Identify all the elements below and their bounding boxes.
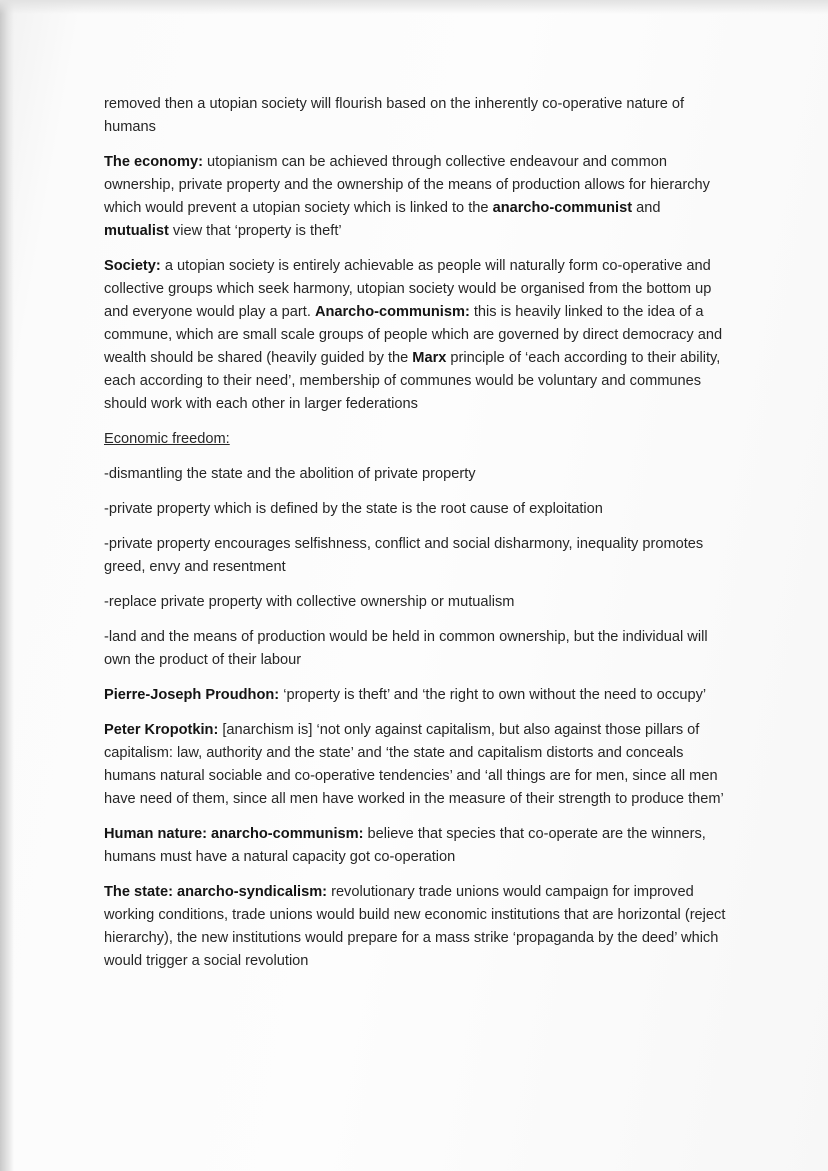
- text-run: a utopian society is entirely achievable as people will naturally form co-operative and collective groups which seek harmony, utopian society would be organised from the bottom up and everyone would play a part.: [104, 258, 712, 320]
- text-run: [anarchism is] ‘not only against capitalism, but also against those pillars of capitalism: law, authority and the state’ and ‘the state and capitalism distorts and conceals humans natural sociable and co-operative tendencies’ and ‘all things are for men, since all men have need of them, since all men have worked in the measure of their strength to produce them’: [104, 722, 724, 807]
- text-run: -dismantling the state and the abolition of private property: [104, 466, 476, 482]
- paragraph-society: [104, 255, 729, 416]
- text-run: and: [632, 200, 661, 216]
- heading-kropotkin: Peter Kropotkin:: [104, 722, 219, 738]
- paragraph-human-nature: [104, 823, 729, 869]
- paragraph-the-state: [104, 881, 729, 973]
- heading-the-state: The state: anarcho-syndicalism:: [104, 884, 328, 900]
- text-run: principle of ‘each according to their ability, each according to their need’, membership of communes would be voluntary and communes should work with each other in larger federations: [104, 350, 721, 412]
- paper-edge-shadow: [0, 0, 14, 1171]
- text-run: -private property encourages selfishness, conflict and social disharmony, inequality promotes greed, envy and resentment: [104, 536, 704, 575]
- heading-human-nature: Human nature: anarcho-communism:: [104, 826, 364, 842]
- text-run: ‘property is theft’ and ‘the right to own without the need to occupy’: [279, 687, 707, 703]
- bullet-dismantling-state: [104, 463, 729, 486]
- text-run: believe that species that co-operate are the winners, humans must have a natural capacity got co-operation: [104, 826, 706, 865]
- text-run: -replace private property with collective ownership or mutualism: [104, 594, 515, 610]
- paragraph-kropotkin: [104, 719, 729, 811]
- text-run: -land and the means of production would be held in common ownership, but the individual will own the product of their labour: [104, 629, 708, 668]
- paragraph-intro-continued: [104, 93, 729, 139]
- term-anarcho-communist: anarcho-communist: [492, 200, 633, 216]
- text-run: Economic freedom:: [104, 431, 230, 447]
- text-run: this is heavily linked to the idea of a commune, which are small scale groups of people which are governed by direct democracy and wealth should be shared (heavily guided by the: [104, 304, 723, 366]
- notes-body: [104, 93, 729, 985]
- subheading-economic-freedom: [104, 428, 729, 451]
- heading-anarcho-communism: Anarcho-communism:: [314, 304, 470, 320]
- paragraph-proudhon: [104, 684, 729, 707]
- heading-the-economy: The economy:: [104, 154, 203, 170]
- paper-top-shadow: [0, 0, 828, 14]
- bullet-selfishness: [104, 533, 729, 579]
- text-run: removed then a utopian society will flourish based on the inherently co-operative nature of humans: [104, 96, 685, 135]
- text-run: view that ‘property is theft’: [168, 223, 342, 239]
- paragraph-the-economy: [104, 151, 729, 243]
- bullet-common-ownership: [104, 626, 729, 672]
- text-run: -private property which is defined by the state is the root cause of exploitation: [104, 501, 603, 517]
- text-run: utopianism can be achieved through collective endeavour and common ownership, private property and the ownership of the means of production allows for hierarchy which would prevent a utopian society which is linked to the: [104, 154, 710, 216]
- text-run: revolutionary trade unions would campaign for improved working conditions, trade unions would build new economic institutions that are horizontal (reject hierarchy), the new institutions would prepare for a mass strike ‘propaganda by the deed’ which would trigger a social revolution: [104, 884, 726, 969]
- heading-proudhon: Pierre-Joseph Proudhon:: [104, 687, 280, 703]
- term-mutualist: mutualist: [104, 223, 169, 239]
- heading-society: Society:: [104, 258, 161, 274]
- bullet-root-cause-exploitation: [104, 498, 729, 521]
- term-marx: Marx: [412, 350, 447, 366]
- bullet-collective-ownership: [104, 591, 729, 614]
